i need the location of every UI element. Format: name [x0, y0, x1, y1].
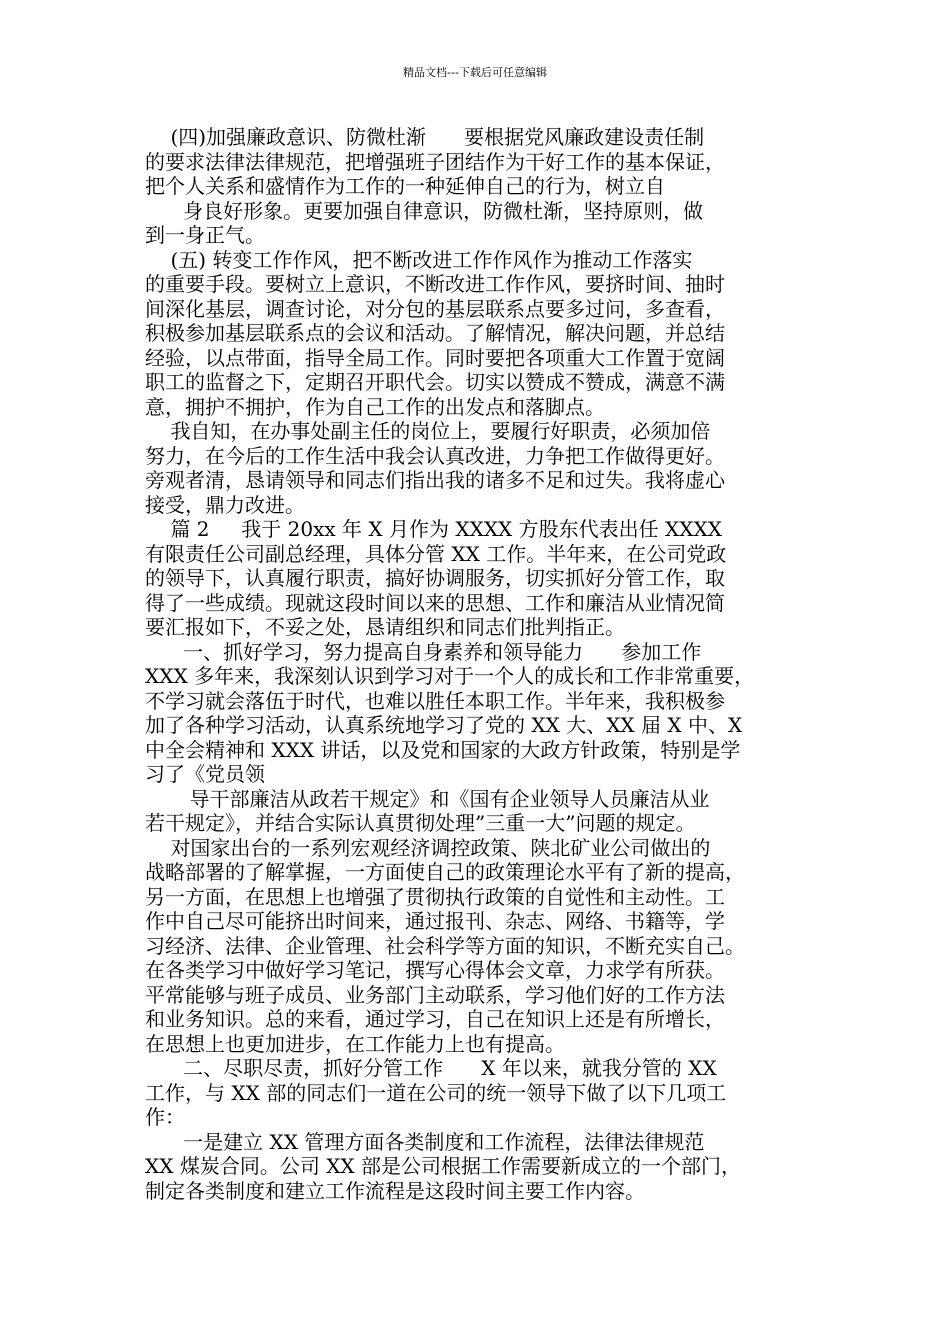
text-line: 的领导下，认真履行职责，搞好协调服务，切实抓好分管工作，取 — [145, 566, 725, 590]
text-line: XX 煤炭合同。公司 XX 部是公司根据工作需要新成立的一个部门， — [145, 1154, 742, 1178]
text-line: 的要求法律法律规范，把增强班子团结作为干好工作的基本保证， — [145, 149, 725, 174]
text-line: 导干部廉洁从政若干规定》和《国有企业领导人员廉洁从业 — [145, 786, 710, 811]
text-line: 间深化基层，调查讨论，对分包的基层联系点要多过问，多查看， — [145, 296, 725, 321]
text-line: 加了各种学习活动，认真系统地学习了党的 XX 大、XX 届 X 中、X — [145, 713, 743, 737]
text-line: 到一身正气。 — [145, 223, 265, 247]
text-line: 平常能够与班子成员、业务部门主动联系，学习他们好的工作方法 — [145, 982, 725, 1007]
text-line: (五) 转变工作作风，把不断改进工作作风作为推动工作落实 — [145, 247, 693, 272]
text-line: 的重要手段。要树立上意识，不断改进工作作风，要挤时间、抽时 — [145, 272, 725, 296]
text-line: 得了一些成绩。现就这段时间以来的思想、工作和廉洁从业情况简 — [145, 590, 725, 615]
text-line: 另一方面，在思想上也增强了贯彻执行政策的自觉性和主动性。工 — [145, 884, 725, 909]
text-line: 在各类学习中做好学习笔记，撰写心得体会文章，力求学有所获。 — [145, 958, 725, 982]
text-line: 习经济、法律、企业管理、社会科学等方面的知识，不断充实自己。 — [145, 933, 745, 958]
text-line: 职工的监督之下，定期召开职代会。切实以赞成不赞成，满意不满 — [145, 370, 725, 394]
text-line: XXX 多年来，我深刻认识到学习对于一个人的成长和工作非常重要， — [145, 664, 755, 688]
text-line: 作中自己尽可能挤出时间来，通过报刊、杂志、网络、书籍等，学 — [145, 909, 725, 933]
page-header: 精品文档---下载后可任意编辑 — [403, 66, 547, 79]
text-line: (四)加强廉政意识、防微杜渐 要根据党风廉政建设责任制 — [145, 125, 705, 149]
text-line: 不学习就会落伍于时代，也难以胜任本职工作。半年来，我积极参 — [145, 688, 725, 713]
text-line: 我自知，在办事处副主任的岗位上，要履行好职责，必须加倍 — [145, 419, 711, 443]
text-line: 旁观者清，恳请领导和同志们指出我的诸多不足和过失。我将虚心 — [145, 468, 725, 492]
text-line: 经验，以点带面，指导全局工作。同时要把各项重大工作置于宽阔 — [145, 345, 725, 370]
text-line: 二、尽职尽责，抓好分管工作 X 年以来，就我分管的 XX — [145, 1056, 717, 1080]
text-line: 中全会精神和 XXX 讲话，以及党和国家的大政方针政策，特别是学 — [145, 737, 741, 762]
text-line: 和业务知识。总的来看，通过学习，自己在知识上还是有所增长， — [145, 1007, 725, 1031]
text-line: 篇 2 我于 20xx 年 X 月作为 XXXX 方股东代表出任 XXXX — [145, 517, 722, 541]
text-line: 战略部署的了解掌握，一方面使自己的政策理论水平有了新的提高， — [145, 860, 745, 884]
text-line: 身良好形象。更要加强自律意识，防微杜渐，坚持原则，做 — [145, 198, 704, 223]
text-line: 作： — [145, 1105, 185, 1129]
text-line: 一、抓好学习，努力提高自身素养和领导能力 参加工作 — [145, 639, 702, 664]
text-line: 把个人关系和盛情作为工作的一种延伸自己的行为，树立自 — [145, 174, 665, 198]
text-line: 努力，在今后的工作生活中我会认真改进，力争把工作做得更好。 — [145, 443, 725, 468]
text-line: 接受，鼎力改进。 — [145, 492, 305, 517]
text-line: 积极参加基层联系点的会议和活动。了解情况，解决问题，并总结 — [145, 321, 725, 345]
text-line: 对国家出台的一系列宏观经济调控政策、陕北矿业公司做出的 — [145, 835, 711, 860]
text-line: 要汇报如下，不妥之处，恳请组织和同志们批判指正。 — [145, 615, 625, 639]
text-line: 在思想上也更加进步，在工作能力上也有提高。 — [145, 1031, 565, 1056]
text-line: 习了《党员领 — [145, 762, 265, 786]
document-body — [145, 125, 825, 1203]
text-line: 工作，与 XX 部的同志们一道在公司的统一领导下做了以下几项工 — [145, 1080, 727, 1105]
text-line: 制定各类制度和建立工作流程是这段时间主要工作内容。 — [145, 1178, 645, 1203]
text-line: 一是建立 XX 管理方面各类制度和工作流程，法律法律规范 — [145, 1129, 705, 1154]
text-line: 意，拥护不拥护，作为自己工作的出发点和落脚点。 — [145, 394, 605, 419]
text-line: 有限责任公司副总经理，具体分管 XX 工作。半年来，在公司党政 — [145, 541, 727, 566]
text-line: 若干规定》，并结合实际认真贯彻处理”三重一大”问题的规定。 — [145, 811, 696, 835]
